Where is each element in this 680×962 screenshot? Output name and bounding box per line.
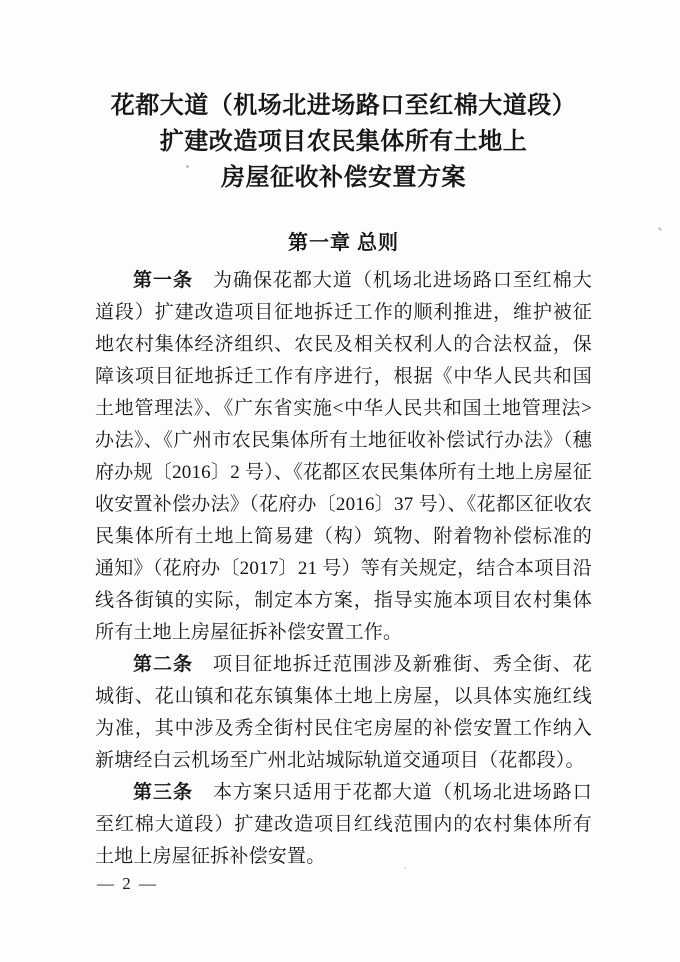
scan-speck xyxy=(404,867,406,869)
article-3-paragraph xyxy=(95,777,592,873)
scan-speck xyxy=(186,165,189,168)
scan-speck xyxy=(658,227,662,231)
page-number: — 2 — xyxy=(97,874,158,893)
document-body xyxy=(95,265,592,873)
document-title xyxy=(95,88,592,196)
article-3-text: 本方案只适用于花都大道（机场北进场路口至红棉大道段）扩建改造项目红线范围内的农村集体所有土地上房屋征拆补偿安置。 xyxy=(95,782,592,867)
title-line-3: 房屋征收补偿安置方案 xyxy=(221,165,466,191)
title-line-2: 扩建改造项目农民集体所有土地上 xyxy=(159,129,528,155)
article-1-label: 第一条 xyxy=(133,270,213,291)
article-2-label: 第二条 xyxy=(133,654,213,675)
chapter-heading: 第一章 总则 xyxy=(288,232,399,254)
article-3-label: 第三条 xyxy=(133,782,213,803)
article-1-text: 为确保花都大道（机场北进场路口至红棉大道段）扩建改造项目征地拆迁工作的顺利推进，维护被征地农村集体经济组织、农民及相关权利人的合法权益，保障该项目征地拆迁工作有序进行，根据《中华人民共和国土地管理法》、《广东省实施<中华人民共和国土地管理法>办法》、《广州市农民集体所有土地征收补偿试行办法》（穗府办规〔2016〕2 号）、《花都区农民集体所有土地上房屋征收安置补偿办法》（花府办〔2016〕37 号）、《花都区征收农民集体所有土地上简易建（构）筑物、附着物补偿标准的通知》（花府办〔2017〕21 号）等有关规定，结合本项目沿线各街镇的实际，制定本方案，指导实施本项目农村集体所有土地上房屋征拆补偿安置工作。 xyxy=(95,270,592,643)
article-2-paragraph xyxy=(95,649,592,777)
article-1-paragraph xyxy=(95,265,592,649)
article-2-text: 项目征地拆迁范围涉及新雅街、秀全街、花城街、花山镇和花东镇集体土地上房屋，以具体实施红线为准，其中涉及秀全街村民住宅房屋的补偿安置工作纳入新塘经白云机场至广州北站城际轨道交通项目（花都段）。 xyxy=(95,654,592,771)
title-line-1: 花都大道（机场北进场路口至红棉大道段） xyxy=(110,93,577,119)
